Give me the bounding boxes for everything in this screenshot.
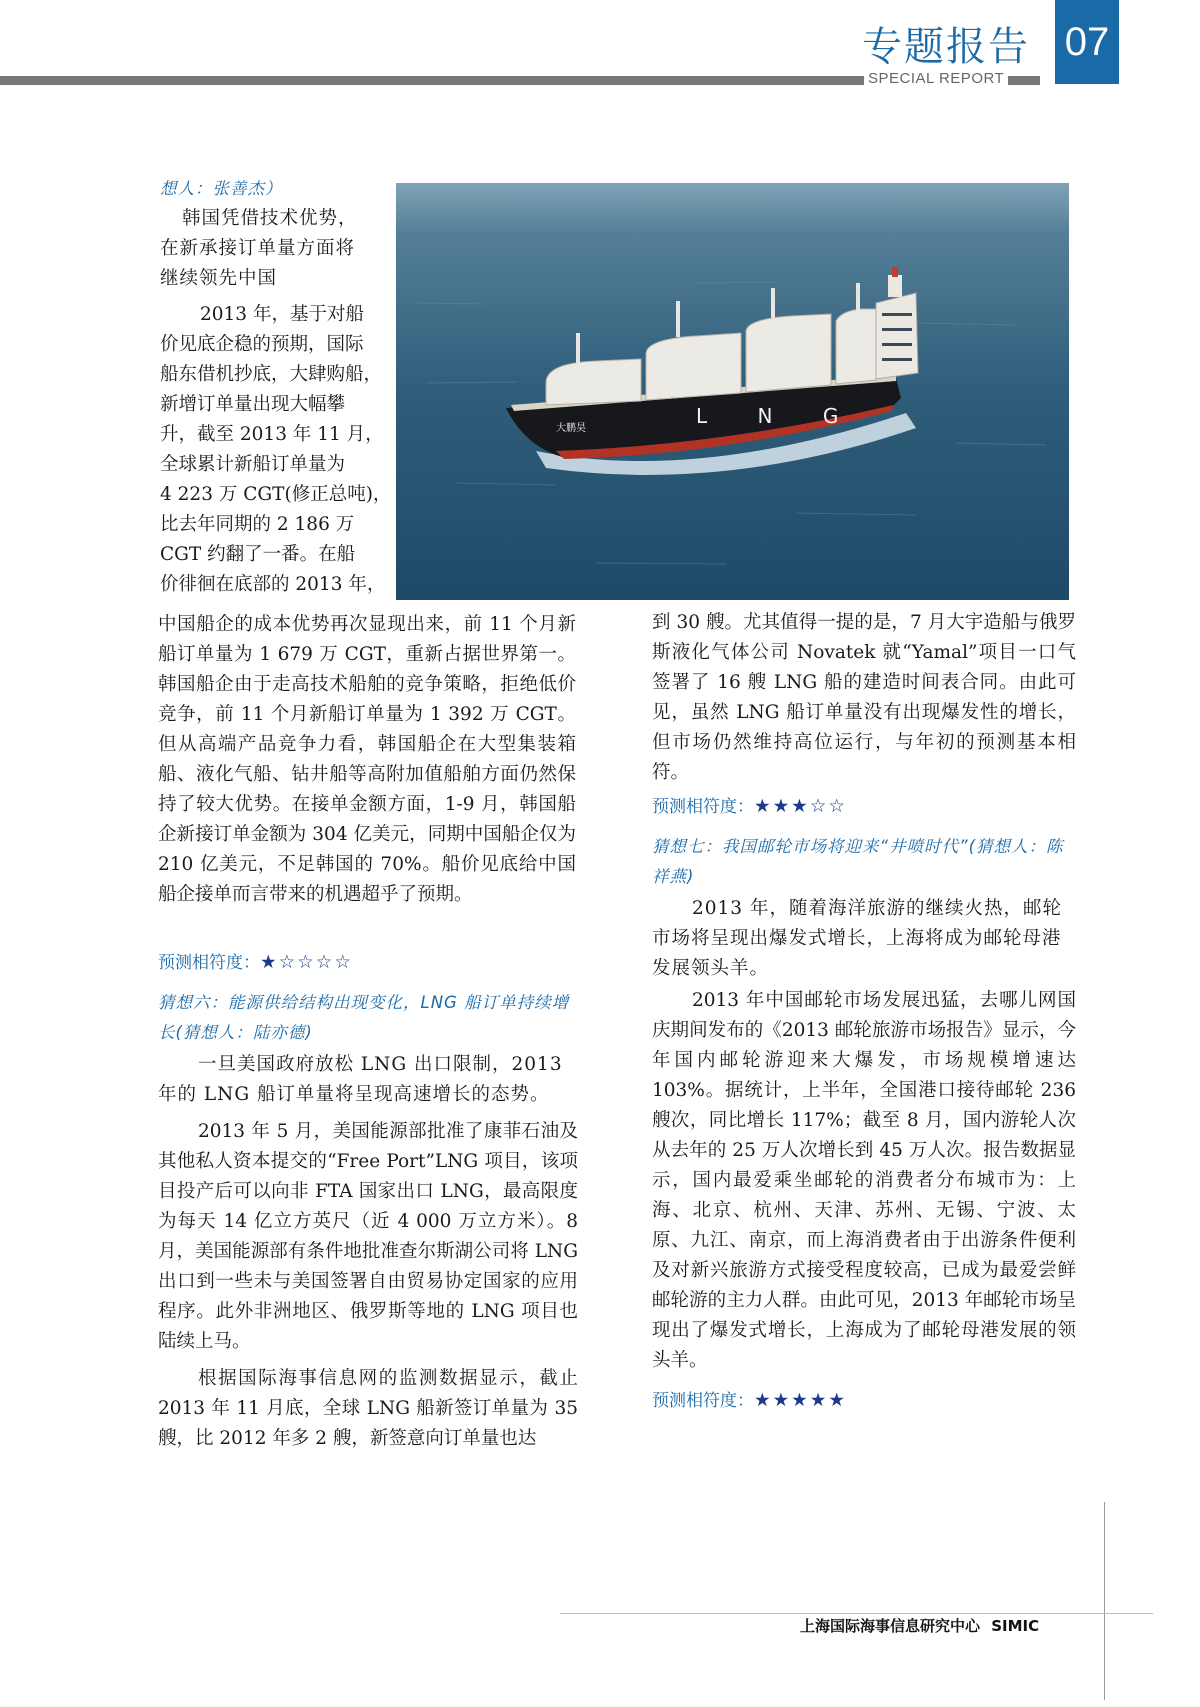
footer-org-abbr: SIMIC <box>991 1617 1040 1635</box>
rating-guess5 <box>158 948 576 978</box>
rating-guess7 <box>652 1386 1076 1416</box>
guess7-heading: 猜想七：我国邮轮市场将迎来“井喷时代”(猜想人：陈祥燕) <box>652 837 1064 886</box>
guess7-summary: 2013 年，随着海洋旅游的继续火热，邮轮市场将呈现出爆发式增长，上海将成为邮轮母港发展领头羊。 <box>652 898 1062 979</box>
rating-label: 预测相符度： <box>652 797 754 817</box>
right-paragraph-cont: 到 30 艘。尤其值得一提的是，7 月大宇造船与俄罗斯液化气体公司 Novatek 就“Yamal”项目一口气签署了 16 艘 LNG 船的建造时间表合同。由此可见，虽然 LNG 船订单量没有出现爆发性的增长，但市场仍然维持高位运行，与年初的预测基本相符。 <box>652 612 1076 783</box>
narrow-line-9: CGT 约翻了一番。在船 <box>160 544 356 565</box>
intro-line-1: 韩国凭借技术优势， <box>182 208 358 229</box>
ship-name: 大鹏昊 <box>556 423 586 434</box>
footer-org-name: 上海国际海事信息研究中心 <box>800 1617 981 1635</box>
page-number: 07 <box>1055 0 1119 84</box>
rating-stars: ★★★☆☆ <box>754 796 847 817</box>
narrow-line-3: 船东借机抄底，大肆购船， <box>160 364 383 385</box>
byline-top: 想人：张善杰） <box>160 179 283 198</box>
rating-label: 预测相符度： <box>158 953 260 973</box>
guess6-summary: 一旦美国政府放松 LNG 出口限制，2013 年的 LNG 船订单量将呈现高速增长的态势。 <box>158 1054 563 1105</box>
narrow-line-2: 价见底企稳的预期，国际 <box>160 334 364 355</box>
narrow-line-7: 4 223 万 CGT(修正总吨)， <box>160 484 392 505</box>
narrow-line-6: 全球累计新船订单量为 <box>160 454 346 475</box>
narrow-line-5: 升，截至 2013 年 11 月， <box>160 424 384 445</box>
narrow-line-4: 新增订单量出现大幅攀 <box>160 394 346 415</box>
rating-stars: ★★★★★ <box>754 1390 847 1411</box>
intro-line-3: 继续领先中国 <box>160 268 278 289</box>
section-title: 专题报告 <box>862 24 1030 70</box>
rating-label: 预测相符度： <box>652 1391 754 1411</box>
section-subtitle: SPECIAL REPORT <box>864 70 1008 87</box>
narrow-line-1: 2013 年，基于对船 <box>200 304 364 325</box>
hull-lettering: L N G <box>696 404 861 428</box>
rating-guess6 <box>652 792 1076 822</box>
footer-org <box>800 1612 1039 1640</box>
guess6-paragraph-2: 根据国际海事信息网的监测数据显示，截止 2013 年 11 月底，全球 LNG 船新签订单量为 35 艘，比 2012 年多 2 艘，新签意向订单量也达 <box>158 1368 578 1449</box>
rating-stars: ★☆☆☆☆ <box>260 952 353 973</box>
lng-ship-photo <box>396 183 1069 600</box>
narrow-line-10: 价徘徊在底部的 2013 年， <box>160 574 386 595</box>
wide-paragraph: 中国船企的成本优势再次显现出来，前 11 个月新船订单量为 1 679 万 CGT，重新占据世界第一。韩国船企由于走高技术船舶的竞争策略，拒绝低价竞争，前 11 个月新船订单量为 1 392 万 CGT。但从高端产品竞争力看，韩国船企在大型集装箱船、液化气船、钻井船等高附加值船舶方面仍然保持了较大优势。在接单金额方面，1-9 月，韩国船企新接订单金额为 304 亿美元，同期中国船企仅为 210 亿美元，不足韩国的 70%。船价见底给中国船企接单而言带来的机遇超乎了预期。 <box>158 614 576 905</box>
intro-line-2: 在新承接订单量方面将 <box>160 238 356 259</box>
guess7-paragraph: 2013 年中国邮轮市场发展迅猛，去哪儿网国庆期间发布的《2013 邮轮旅游市场报告》显示，今年国内邮轮游迎来大爆发，市场规模增速达 103%。据统计，上半年，全国港口接待邮轮 236 艘次，同比增长 117%；截至 8 月，国内游轮人次从去年的 25 万人次增长到 45 万人次。报告数据显示，国内最爱乘坐邮轮的消费者分布城市为：上海、北京、杭州、天津、苏州、无锡、宁波、太原、九江、南京，而上海消费者由于出游条件便利及对新兴旅游方式接受程度较高，已成为最爱尝鲜邮轮游的主力人群。由此可见，2013 年邮轮市场呈现出了爆发式增长，上海成为了邮轮母港发展的领头羊。 <box>652 990 1076 1371</box>
narrow-line-8: 比去年同期的 2 186 万 <box>160 514 355 535</box>
guess6-paragraph-1: 2013 年 5 月，美国能源部批准了康菲石油及其他私人资本提交的“Free Port”LNG 项目，该项目投产后可以向非 FTA 国家出口 LNG，最高限度为每天 14 亿立方英尺（近 4 000 万立方米）。8 月，美国能源部有条件地批准查尔斯湖公司将 LNG 出口到一些未与美国签署自由贸易协定国家的应用程序。此外非洲地区、俄罗斯等地的 LNG 项目也陆续上马。 <box>158 1121 578 1352</box>
footer-divider-vertical <box>1104 1502 1105 1700</box>
lng-ship-illustration <box>396 183 1069 600</box>
guess6-heading: 猜想六：能源供给结构出现变化，LNG 船订单持续增长(猜想人：陆亦德) <box>158 993 570 1042</box>
